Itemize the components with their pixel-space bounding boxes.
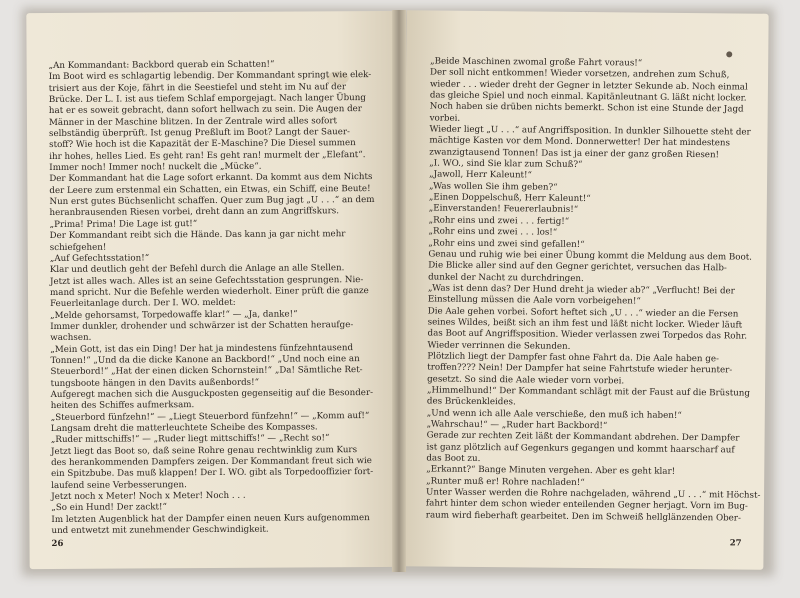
text-line: schiefgehen! bbox=[49, 242, 107, 253]
text-line: Der Kommandant hat die Lage sofort erkannt. Da kommt aus dem Nichts bbox=[49, 172, 373, 185]
text-line: „Ruder mittschiffs!“ — „Ruder liegt mittschiffs!“ — „Recht so!“ bbox=[50, 433, 330, 446]
text-line: „Himmelhund!“ Der Kommandant schlägt mit der Faust auf die Brüstung bbox=[426, 385, 751, 399]
text-line: Plötzlich liegt der Dampfer fast ohne Fahrt da. Die Aale haben ge- bbox=[427, 351, 719, 365]
text-line: „Jawoll, Herr Kaleunt!“ bbox=[429, 169, 533, 181]
right-page bbox=[401, 10, 768, 569]
text-line: „Was wollen Sie ihm geben?“ bbox=[428, 181, 558, 193]
text-line: Unter Wasser werden die Rohre nachgeladen, während „U . . .“ mit Höchst- bbox=[426, 487, 761, 501]
text-line: des Brückenkleides. bbox=[426, 396, 516, 408]
text-line: „Steuerbord fünfzehn!“ — „Liegt Steuerbord fünfzehn!“ — „Komm auf!“ bbox=[50, 410, 370, 423]
text-line: laufend seine Verbesserungen. bbox=[51, 479, 187, 491]
text-line: Tonnen!“ „Und da die dicke Kanone an Backbord!“ „Und noch eine an bbox=[50, 354, 360, 366]
text-line: Der Kommandant reibt sich die Hände. Das kann ja gar nicht mehr bbox=[49, 229, 346, 242]
text-line: „I. WO., sind Sie klar zum Schuß?“ bbox=[429, 158, 583, 171]
text-line: „Einen Doppelschuß, Herr Kaleunt!“ bbox=[428, 192, 591, 205]
text-line: Steuerbord!“ „Hat der einen dicken Schornstein!“ „Da! Sämtliche Ret- bbox=[50, 365, 363, 378]
text-line: Gerade zur rechten Zeit läßt der Kommandant abdrehen. Der Dampfer bbox=[426, 430, 740, 444]
text-line: heiten des Schiffes aufmerksam. bbox=[50, 400, 195, 412]
text-line: Jetzt liegt das Boot so, daß seine Rohre genau rechtwinklig zum Kurs bbox=[50, 444, 358, 457]
text-line: und entwetzt mit zunehmender Geschwindigkeit. bbox=[51, 524, 269, 537]
text-line: ist ganz plötzlich auf Gegenkurs gegangen und kommt haarscharf auf bbox=[426, 442, 735, 456]
text-line: „Rohr eins und zwei sind gefallen!“ bbox=[428, 237, 585, 250]
text-line: „Prima! Prima! Die Lage ist gut!“ bbox=[49, 218, 198, 230]
text-line: tungsboote hängen in den Davits außenbords!“ bbox=[50, 377, 260, 389]
text-line: trisiert aus der Koje, fährt in die Seestiefel und steht im Nu auf der bbox=[48, 81, 347, 94]
text-line: heranbrausenden Riesen vorbei, dreht dann an zum Angriffskurs. bbox=[49, 206, 340, 219]
text-line: Einstellung müssen die Aale vorn vorbeigehen!“ bbox=[427, 294, 641, 307]
text-line: wachsen. bbox=[50, 332, 92, 344]
text-line: Immer noch! Immer noch! nuckelt die „Mücke“. bbox=[49, 161, 262, 174]
text-line: ihr hohes, helles Lied. Es geht ran! Es geht ran! murmelt der „Elefant“. bbox=[49, 149, 366, 162]
text-line: Wieder liegt „U . . .“ auf Angriffsposition. In dunkler Silhouette steht der bbox=[429, 124, 751, 138]
text-line: „Wahrschau!“ — „Ruder hart Backbord!“ bbox=[426, 419, 608, 432]
text-line: ein Spitzbube. Das muß klappen! Der I. WO. gibt als Torpedooffizier fort- bbox=[51, 467, 374, 480]
text-line: „Einverstanden! Feuererlaubnis!“ bbox=[428, 203, 579, 216]
book-gutter bbox=[392, 10, 406, 572]
text-line: „Melde gehorsamst, Torpedowaffe klar!“ — „Ja, danke!“ bbox=[50, 309, 298, 321]
text-line: Wieder verrinnen die Sekunden. bbox=[427, 340, 571, 352]
text-line: Langsam dreht die matterleuchtete Scheibe des Kompasses. bbox=[50, 422, 318, 434]
text-line: Jetzt noch x Meter! Noch x Meter! Noch . . . bbox=[51, 490, 246, 503]
text-line: seines Wildes, beißt sich an ihm fest und läßt nicht locker. Wieder läuft bbox=[427, 317, 743, 331]
text-line: Jetzt ist alles wach. Alles ist an seine Gefechtsstation gesprungen. Nie- bbox=[49, 274, 364, 287]
text-line: „Rohr eins und zwei . . . los!“ bbox=[428, 226, 558, 238]
text-line: Genau und ruhig wie bei einer Übung kommt die Meldung aus dem Boot. bbox=[428, 249, 753, 263]
page-number-left: 26 bbox=[51, 538, 64, 549]
text-line: dunkel der Nacht zu durchdringen. bbox=[428, 272, 584, 284]
text-line: Die Blicke aller sind auf den Gegner gerichtet, versuchen das Halb- bbox=[428, 260, 727, 274]
text-line: des herankommenden Dampfers zeigen. Der Kommandant freut sich wie bbox=[51, 456, 372, 469]
right-page-text bbox=[425, 56, 761, 525]
ink-spot bbox=[726, 51, 732, 57]
text-line: Brücke. Der L. I. ist aus tiefem Schlaf emporgejagt. Nach langer Übung bbox=[48, 93, 366, 106]
text-line: das Boot zu. bbox=[426, 453, 481, 465]
text-line: der Leere zum erstenmal ein Schatten, ein Etwas, ein Schiff, eine Beute! bbox=[49, 183, 371, 196]
text-line: „Runter muß er! Rohre nachladen!“ bbox=[426, 476, 585, 488]
text-line: Der soll nicht entkommen! Wieder vorsetzen, andrehen zum Schuß, bbox=[430, 67, 730, 81]
text-line: „Beide Maschinen zwomal große Fahrt voraus!“ bbox=[430, 56, 643, 69]
text-line: „Mein Gott, ist das ein Ding! Der hat ja mindestens fünfzehntausend bbox=[50, 342, 354, 355]
text-line: troffen???? Nein! Der Dampfer hat seine Fahrtstufe wieder herunter- bbox=[427, 362, 733, 376]
text-line: Aufgeregt machen sich die Ausguckposten gegenseitig auf die Besonder- bbox=[50, 387, 374, 400]
text-line: „Erkannt?“ Bange Minuten vergehen. Aber es geht klar! bbox=[426, 464, 676, 478]
text-line: das Boot auf Angriffsposition. Wieder verlassen zwei Torpedos das Rohr. bbox=[427, 328, 748, 342]
text-line: das gleiche Spiel und noch einmal. Kapitänleutnant G. läßt nicht locker. bbox=[429, 90, 747, 104]
text-line: selbständig überprüft. Ist genug Preßluft im Boot? Langt der Sauer- bbox=[49, 127, 350, 140]
text-line: Immer dunkler, drohender und schwärzer ist der Schatten heraufge- bbox=[50, 320, 354, 332]
text-line: mächtige Kasten vor dem Mond. Donnerwetter! Der hat mindestens bbox=[429, 135, 731, 149]
text-line: Feuerleitanlage durch. Der I. WO. meldet: bbox=[50, 298, 236, 310]
text-line: Klar und deutlich geht der Befehl durch die Anlage an alle Stellen. bbox=[49, 263, 345, 276]
text-line: zwanzigtausend Tonnen! Das ist ja einer der ganz großen Riesen! bbox=[429, 147, 720, 161]
text-line: „So ein Hund! Der zackt!“ bbox=[51, 502, 168, 514]
text-line: stoff? Wie hoch ist die Kapazität der E-Maschine? Die Diesel summen bbox=[49, 138, 356, 151]
text-line: Die Aale gehen vorbei. Sofort heftet sich „U . . .“ wieder an die Fersen bbox=[427, 306, 739, 320]
text-line: Männer in der Maschine blitzen. In der Zentrale wird alles sofort bbox=[48, 115, 338, 128]
text-line: vorbei. bbox=[429, 113, 461, 124]
text-line: mand spricht. Nur die Befehle werden wiederholt. Einer prüft die ganze bbox=[49, 285, 369, 298]
text-line: fahrt hinter dem schon wieder enteilenden Gegner herjagt. Vorn im Bug- bbox=[425, 498, 748, 512]
text-line: Im Boot wird es schlagartig lebendig. Der Kommandant springt wie elek- bbox=[48, 70, 372, 83]
text-line: Nun erst gutes Büchsenlicht schaffen. Quer zum Bug jagt „U . . .“ an dem bbox=[49, 195, 375, 208]
text-line: „An Kommandant: Backbord querab ein Schatten!“ bbox=[48, 59, 275, 71]
text-line: wieder . . . wieder dreht der Gegner in letzter Sekunde ab. Noch einmal bbox=[429, 79, 748, 93]
text-line: „Rohr eins und zwei . . . fertig!“ bbox=[428, 215, 570, 227]
text-line: „Auf Gefechtsstation!“ bbox=[49, 253, 150, 264]
page-number-right: 27 bbox=[729, 538, 742, 549]
text-line: Noch haben sie drüben nichts bemerkt. Schon ist eine Stunde der Jagd bbox=[429, 101, 744, 115]
left-page-text bbox=[49, 59, 374, 537]
left-page bbox=[26, 11, 395, 569]
text-line: raum wird fieberhaft gearbeitet. Den im Schweiß hellglänzenden Ober- bbox=[425, 510, 741, 524]
text-line: Im letzten Augenblick hat der Dampfer einen neuen Kurs aufgenommen bbox=[51, 512, 370, 525]
text-line: gesetzt. So sind die Aale wieder vorn vorbei. bbox=[427, 374, 625, 387]
text-line: hat er es soweit gebracht, dann sofort hellwach zu sein. Die Augen der bbox=[48, 104, 362, 117]
text-line: „Und wenn ich alle Aale verschieße, den muß ich haben!“ bbox=[426, 408, 682, 421]
text-line: „Was ist denn das? Der Hund dreht ja wieder ab?“ „Verflucht! Bei der bbox=[427, 283, 735, 297]
